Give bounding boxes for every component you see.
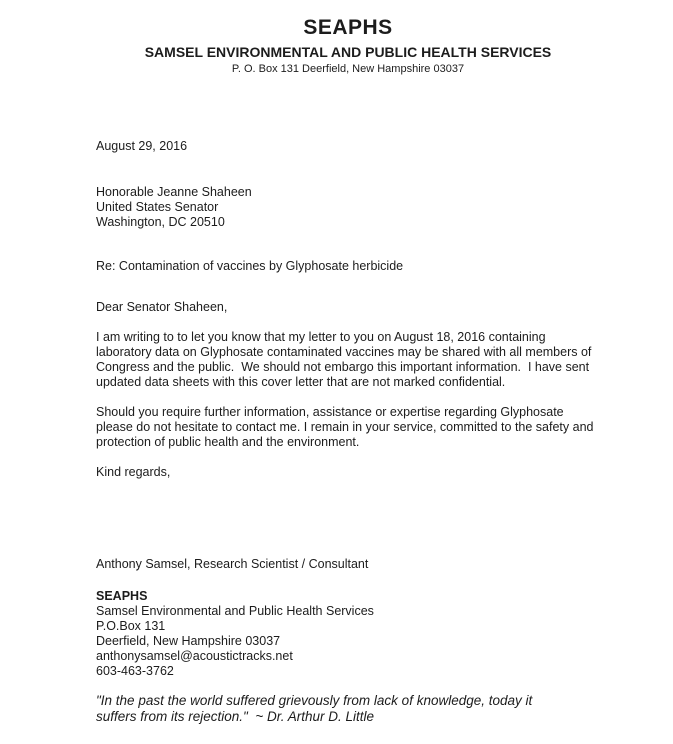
letterhead-org-name: SAMSEL ENVIRONMENTAL AND PUBLIC HEALTH SERVICES — [144, 44, 552, 60]
signature-phone: 603-463-3762 — [96, 664, 174, 678]
body-paragraph-2: Should you require further information, assistance or expertise regarding Glyphosate please do not hesitate to contact me. I remain in your service, committed to the safety and protection of public health and the environment. — [96, 405, 597, 449]
recipient-name: Honorable Jeanne Shaheen — [96, 185, 252, 199]
letter-date: August 29, 2016 — [96, 139, 188, 153]
signature-name: Anthony Samsel, Research Scientist / Consultant — [96, 557, 369, 571]
subject-line: Re: Contamination of vaccines by Glyphosate herbicide — [96, 259, 404, 273]
signature-po-box: P.O.Box 131 — [96, 619, 166, 633]
recipient-block — [96, 185, 600, 230]
signature-city: Deerfield, New Hampshire 03037 — [96, 634, 281, 648]
letterhead-acronym: SEAPHS — [303, 16, 393, 39]
letter-content — [96, 0, 600, 724]
signature-org-acronym: SEAPHS — [96, 589, 148, 603]
letterhead-address: P. O. Box 131 Deerfield, New Hampshire 03037 — [231, 63, 465, 75]
body-paragraph-1: I am writing to to let you know that my letter to you on August 18, 2016 containing laboratory data on Glyphosate contaminated vaccines may be shared with all members of Congress and the public. We should not embargo this important information. I have sent updated data sheets with this cover letter that are not marked confidential. — [96, 330, 595, 389]
signature-org-name: Samsel Environmental and Public Health Services — [96, 604, 374, 618]
recipient-title: United States Senator — [96, 200, 219, 214]
footer-quote: "In the past the world suffered grievously from lack of knowledge, today it suffers from its rejection." ~ Dr. Arthur D. Little — [96, 693, 537, 724]
salutation: Dear Senator Shaheen, — [96, 300, 228, 314]
closing: Kind regards, — [96, 465, 171, 479]
signature-block — [96, 588, 600, 679]
recipient-city: Washington, DC 20510 — [96, 215, 225, 229]
letterhead — [96, 0, 600, 76]
signature-email: anthonysamsel@acoustictracks.net — [96, 649, 293, 663]
